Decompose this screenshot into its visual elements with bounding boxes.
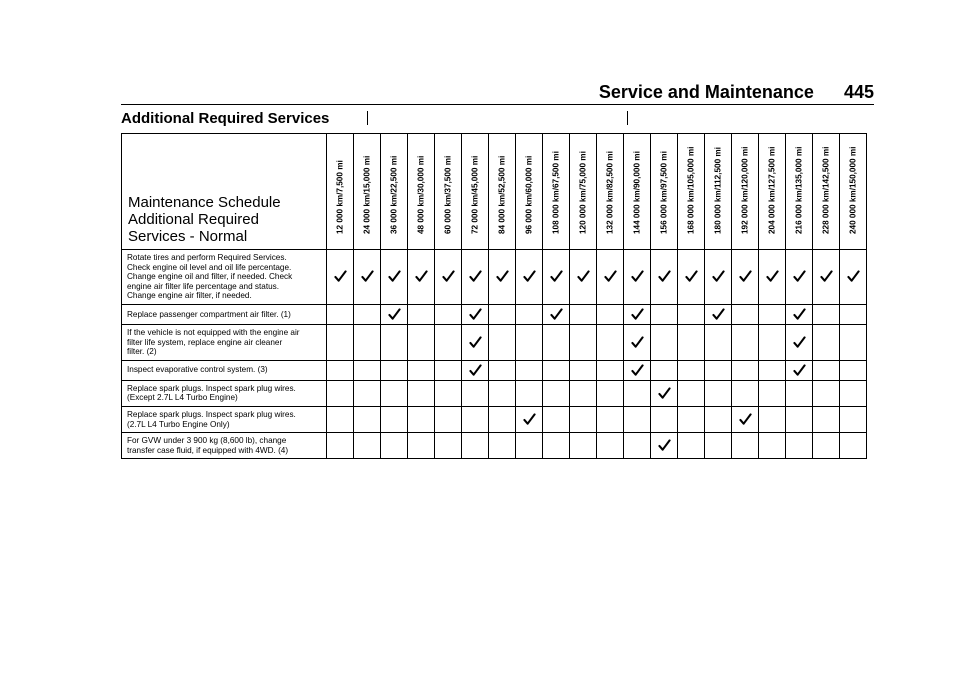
interval-cell (570, 250, 597, 305)
service-description (122, 250, 327, 305)
interval-cell (732, 250, 759, 305)
interval-label: 36 000 km/22,500 mi (389, 155, 399, 234)
interval-cell (732, 433, 759, 459)
interval-cell (597, 433, 624, 459)
interval-cell (435, 406, 462, 432)
interval-header (327, 134, 354, 250)
interval-header (678, 134, 705, 250)
interval-cell (435, 324, 462, 360)
interval-cell (489, 324, 516, 360)
service-description (122, 360, 327, 380)
checkmark-icon (469, 308, 482, 321)
interval-cell (651, 433, 678, 459)
interval-cell (516, 304, 543, 324)
interval-cell (408, 250, 435, 305)
interval-label: 12 000 km/7,500 mi (335, 160, 345, 234)
interval-cell (786, 360, 813, 380)
interval-cell (327, 360, 354, 380)
checkmark-icon (334, 270, 347, 283)
interval-header (786, 134, 813, 250)
service-description (122, 304, 327, 324)
interval-cell (732, 360, 759, 380)
interval-label: 180 000 km/112,500 mi (713, 147, 723, 234)
service-description (122, 406, 327, 432)
interval-cell (705, 433, 732, 459)
interval-cell (786, 406, 813, 432)
interval-cell (462, 433, 489, 459)
section-title: Additional Required Services (121, 110, 330, 127)
interval-label: 132 000 km/82,500 mi (605, 151, 615, 234)
interval-cell (840, 380, 867, 406)
interval-cell (435, 360, 462, 380)
interval-label: 24 000 km/15,000 mi (362, 155, 372, 234)
interval-label: 48 000 km/30,000 mi (416, 155, 426, 234)
checkmark-icon (631, 364, 644, 377)
interval-cell (597, 406, 624, 432)
interval-cell (651, 250, 678, 305)
interval-cell (705, 250, 732, 305)
checkmark-icon (469, 336, 482, 349)
interval-cell (813, 433, 840, 459)
interval-cell (813, 304, 840, 324)
interval-cell (759, 406, 786, 432)
interval-header (705, 134, 732, 250)
checkmark-icon (523, 413, 536, 426)
interval-cell (759, 433, 786, 459)
checkmark-icon (604, 270, 617, 283)
interval-cell (651, 324, 678, 360)
interval-cell (354, 433, 381, 459)
page-header (599, 82, 874, 103)
interval-cell (678, 380, 705, 406)
interval-label: 192 000 km/120,000 mi (740, 146, 750, 234)
checkmark-icon (685, 270, 698, 283)
interval-cell (381, 380, 408, 406)
interval-header (732, 134, 759, 250)
interval-cell (759, 380, 786, 406)
checkmark-icon (631, 336, 644, 349)
interval-cell (570, 324, 597, 360)
interval-cell (705, 360, 732, 380)
checkmark-icon (793, 270, 806, 283)
interval-label: 120 000 km/75,000 mi (578, 151, 588, 234)
interval-cell (651, 360, 678, 380)
service-description-line: (2.7L L4 Turbo Engine Only) (127, 419, 230, 429)
interval-cell (678, 324, 705, 360)
interval-cell (570, 406, 597, 432)
interval-header (597, 134, 624, 250)
service-description-line: If the vehicle is not equipped with the engine air (127, 327, 300, 337)
interval-label: 156 000 km/97,500 mi (659, 151, 669, 234)
interval-cell (651, 406, 678, 432)
interval-cell (786, 250, 813, 305)
interval-cell (840, 250, 867, 305)
interval-cell (381, 433, 408, 459)
checkmark-icon (631, 270, 644, 283)
checkmark-icon (631, 308, 644, 321)
interval-cell (813, 360, 840, 380)
interval-label: 84 000 km/52,500 mi (497, 155, 507, 234)
interval-cell (462, 360, 489, 380)
checkmark-icon (793, 308, 806, 321)
interval-cell (381, 304, 408, 324)
interval-header (516, 134, 543, 250)
interval-cell (624, 324, 651, 360)
interval-cell (327, 304, 354, 324)
checkmark-icon (496, 270, 509, 283)
service-description-line: Replace spark plugs. Inspect spark plug wires. (127, 383, 296, 393)
interval-cell (624, 433, 651, 459)
checkmark-icon (847, 270, 860, 283)
interval-cell (381, 324, 408, 360)
table-title-line: Additional Required (128, 211, 259, 228)
interval-cell (840, 360, 867, 380)
table-title-line: Services - Normal (128, 228, 248, 245)
interval-cell (354, 360, 381, 380)
interval-cell (840, 406, 867, 432)
table-row (122, 304, 867, 324)
interval-cell (408, 324, 435, 360)
header-rule (121, 104, 874, 105)
interval-cell (516, 433, 543, 459)
interval-cell (489, 406, 516, 432)
checkmark-icon (658, 387, 671, 400)
interval-label: 96 000 km/60,000 mi (524, 155, 534, 234)
interval-cell (651, 380, 678, 406)
interval-header (408, 134, 435, 250)
interval-cell (705, 324, 732, 360)
service-description-line: filter. (2) (127, 347, 157, 357)
checkmark-icon (523, 270, 536, 283)
interval-label: 108 000 km/67,500 mi (551, 151, 561, 234)
interval-header (651, 134, 678, 250)
interval-cell (408, 360, 435, 380)
interval-cell (516, 250, 543, 305)
interval-header (570, 134, 597, 250)
interval-cell (786, 324, 813, 360)
table-row (122, 360, 867, 380)
interval-label: 72 000 km/45,000 mi (470, 155, 480, 234)
checkmark-icon (793, 364, 806, 377)
interval-header (435, 134, 462, 250)
interval-cell (462, 406, 489, 432)
interval-header (462, 134, 489, 250)
checkmark-icon (658, 439, 671, 452)
table-title (122, 134, 327, 250)
interval-cell (435, 380, 462, 406)
interval-cell (624, 250, 651, 305)
service-description-line: Rotate tires and perform Required Services. (127, 253, 287, 262)
interval-cell (786, 304, 813, 324)
interval-cell (813, 380, 840, 406)
interval-cell (516, 324, 543, 360)
interval-cell (543, 304, 570, 324)
table-row (122, 433, 867, 459)
interval-cell (678, 250, 705, 305)
checkmark-icon (388, 270, 401, 283)
interval-cell (327, 380, 354, 406)
interval-cell (840, 324, 867, 360)
interval-cell (570, 433, 597, 459)
interval-cell (570, 304, 597, 324)
table-row (122, 380, 867, 406)
checkmark-icon (658, 270, 671, 283)
interval-cell (489, 304, 516, 324)
interval-cell (354, 406, 381, 432)
maintenance-schedule-table (121, 133, 867, 459)
service-description-line: engine air filter life percentage and status. (127, 281, 280, 291)
interval-cell (381, 360, 408, 380)
interval-cell (624, 406, 651, 432)
table-row (122, 250, 867, 305)
service-description-line: Inspect evaporative control system. (3) (127, 365, 268, 375)
interval-label: 144 000 km/90,000 mi (632, 151, 642, 234)
interval-cell (570, 360, 597, 380)
crop-mark (627, 111, 628, 125)
interval-cell (354, 324, 381, 360)
service-description-line: transfer case fluid, if equipped with 4WD. (4) (127, 445, 289, 455)
service-description-line: Replace passenger compartment air filter. (1) (127, 309, 291, 319)
interval-cell (597, 324, 624, 360)
interval-cell (543, 360, 570, 380)
interval-cell (678, 304, 705, 324)
interval-cell (462, 250, 489, 305)
table-row (122, 324, 867, 360)
interval-cell (813, 406, 840, 432)
interval-cell (408, 406, 435, 432)
interval-label: 216 000 km/135,000 mi (794, 146, 804, 234)
interval-cell (597, 380, 624, 406)
interval-cell (543, 250, 570, 305)
interval-cell (327, 433, 354, 459)
interval-header (489, 134, 516, 250)
interval-cell (813, 324, 840, 360)
interval-cell (786, 380, 813, 406)
interval-cell (489, 433, 516, 459)
interval-cell (489, 380, 516, 406)
interval-cell (597, 250, 624, 305)
interval-cell (516, 360, 543, 380)
interval-cell (678, 433, 705, 459)
interval-cell (516, 380, 543, 406)
interval-cell (408, 304, 435, 324)
interval-header (543, 134, 570, 250)
checkmark-icon (712, 308, 725, 321)
interval-cell (489, 360, 516, 380)
interval-label: 228 000 km/142,500 mi (821, 146, 831, 234)
interval-cell (705, 380, 732, 406)
interval-cell (462, 304, 489, 324)
interval-header (759, 134, 786, 250)
table-header-row (122, 134, 867, 250)
interval-label: 168 000 km/105,000 mi (686, 146, 696, 234)
service-description-line: For GVW under 3 900 kg (8,600 lb), change (127, 436, 287, 446)
interval-cell (354, 304, 381, 324)
service-description (122, 380, 327, 406)
interval-cell (759, 250, 786, 305)
interval-label: 204 000 km/127,500 mi (767, 146, 777, 234)
interval-header (381, 134, 408, 250)
interval-header (624, 134, 651, 250)
service-description-line: Change engine oil and filter, if needed. Check (127, 272, 293, 282)
interval-cell (462, 324, 489, 360)
interval-cell (651, 304, 678, 324)
interval-cell (732, 324, 759, 360)
interval-cell (354, 250, 381, 305)
interval-cell (408, 433, 435, 459)
interval-cell (705, 406, 732, 432)
checkmark-icon (793, 336, 806, 349)
interval-cell (732, 406, 759, 432)
checkmark-icon (820, 270, 833, 283)
interval-cell (624, 360, 651, 380)
checkmark-icon (577, 270, 590, 283)
interval-cell (543, 324, 570, 360)
interval-cell (435, 250, 462, 305)
interval-cell (840, 433, 867, 459)
service-description (122, 324, 327, 360)
interval-cell (624, 304, 651, 324)
service-description-line: Change engine air filter, if needed. (127, 291, 252, 301)
interval-cell (597, 304, 624, 324)
interval-header (813, 134, 840, 250)
interval-cell (327, 324, 354, 360)
service-description (122, 433, 327, 459)
interval-cell (408, 380, 435, 406)
interval-cell (543, 433, 570, 459)
checkmark-icon (550, 270, 563, 283)
interval-cell (327, 250, 354, 305)
service-description-line: filter life system, replace engine air cleaner (127, 337, 283, 347)
interval-cell (786, 433, 813, 459)
interval-cell (732, 304, 759, 324)
checkmark-icon (469, 364, 482, 377)
interval-cell (516, 406, 543, 432)
table-row (122, 406, 867, 432)
interval-cell (381, 406, 408, 432)
checkmark-icon (766, 270, 779, 283)
interval-cell (759, 360, 786, 380)
interval-cell (543, 406, 570, 432)
interval-cell (570, 380, 597, 406)
service-description-line: (Except 2.7L L4 Turbo Engine) (127, 393, 238, 403)
checkmark-icon (415, 270, 428, 283)
checkmark-icon (739, 413, 752, 426)
service-description-line: Replace spark plugs. Inspect spark plug wires. (127, 409, 296, 419)
interval-cell (543, 380, 570, 406)
checkmark-icon (712, 270, 725, 283)
table-title-line: Maintenance Schedule (128, 194, 281, 211)
interval-cell (435, 304, 462, 324)
checkmark-icon (739, 270, 752, 283)
interval-cell (678, 406, 705, 432)
interval-cell (597, 360, 624, 380)
interval-cell (327, 406, 354, 432)
checkmark-icon (361, 270, 374, 283)
interval-cell (462, 380, 489, 406)
checkmark-icon (469, 270, 482, 283)
interval-cell (435, 433, 462, 459)
interval-cell (489, 250, 516, 305)
crop-mark (367, 111, 368, 125)
service-description-line: Check engine oil level and oil life percentage. (127, 262, 292, 272)
interval-label: 240 000 km/150,000 mi (848, 146, 858, 234)
checkmark-icon (388, 308, 401, 321)
checkmark-icon (442, 270, 455, 283)
interval-cell (354, 380, 381, 406)
interval-cell (840, 304, 867, 324)
interval-cell (813, 250, 840, 305)
section-heading: Service and Maintenance (598, 82, 814, 102)
interval-cell (705, 304, 732, 324)
interval-cell (759, 324, 786, 360)
page-number: 445 (843, 82, 874, 102)
interval-label: 60 000 km/37,500 mi (443, 155, 453, 234)
interval-header (840, 134, 867, 250)
interval-header (354, 134, 381, 250)
interval-cell (759, 304, 786, 324)
checkmark-icon (550, 308, 563, 321)
interval-cell (624, 380, 651, 406)
interval-cell (732, 380, 759, 406)
interval-cell (381, 250, 408, 305)
interval-cell (678, 360, 705, 380)
